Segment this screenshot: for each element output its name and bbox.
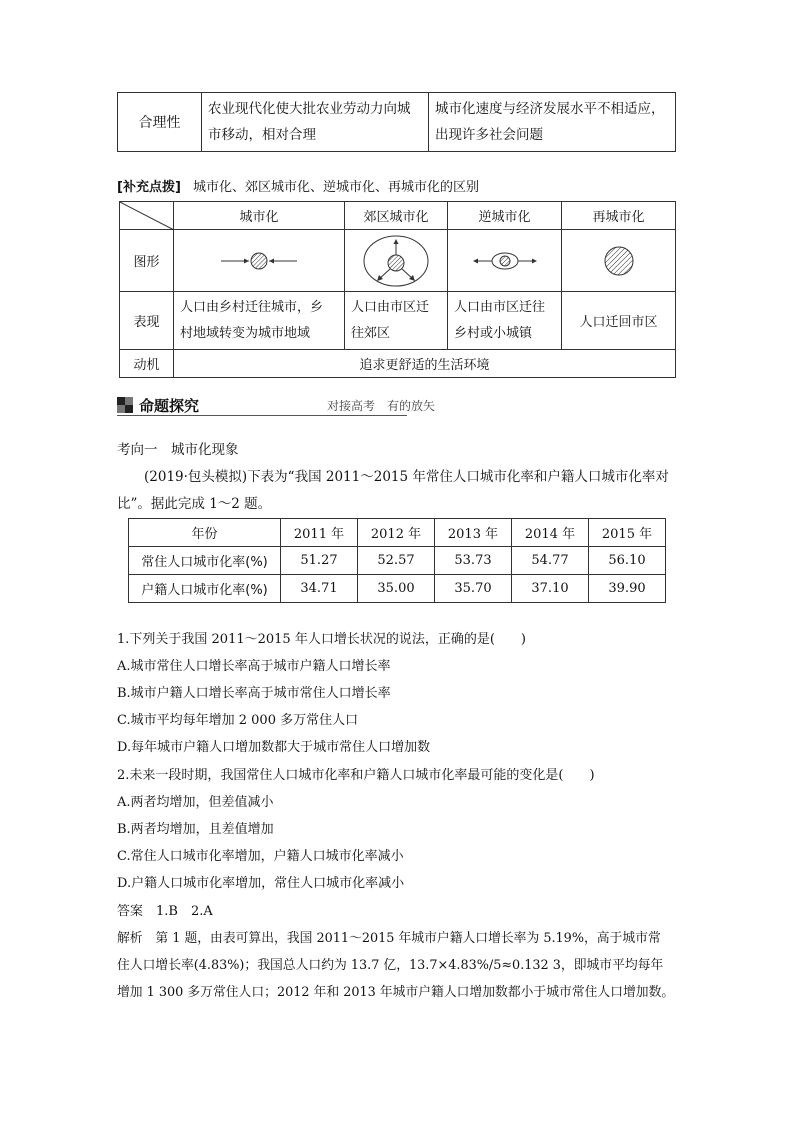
performance-counter-line2: 乡村或小城镇: [454, 325, 533, 341]
question-1-stem: 1.下列关于我国 2011～2015 年人口增长状况的说法，正确的是( ): [117, 632, 526, 647]
urbanization-compare-table: [119, 201, 676, 378]
question-1-option-b: B.城市户籍人口增长率高于城市常住人口增长率: [117, 686, 391, 701]
question-1-option-c: C.城市平均每年增加 2 000 多万常住人口: [117, 713, 359, 728]
analysis-line-3: 增加 1 300 多万常住人口；2012 年和 2013 年城市户籍人口增加数都小于城市常住人口增加数。: [117, 985, 675, 1000]
resident-rate-label: 常住人口城市化率(%): [129, 547, 281, 575]
registered-rate-2015: 39.90: [589, 575, 666, 603]
counter-urbanization-diagram: [470, 249, 540, 273]
question-2-option-c: C.常住人口城市化率增加，户籍人口城市化率减小: [117, 849, 404, 864]
year-2012: 2012 年: [358, 519, 435, 547]
header-reurbanization: 再城市化: [562, 202, 676, 230]
section-square-icon: [117, 397, 133, 413]
question-2-option-b: B.两者均增加，且差值增加: [117, 822, 274, 837]
section-underline: [117, 415, 407, 416]
year-2011: 2011 年: [281, 519, 358, 547]
question-2-option-d: D.户籍人口城市化率增加，常住人口城市化率减小: [117, 876, 405, 891]
question-1-option-a: A.城市常住人口增长率高于城市户籍人口增长率: [117, 659, 391, 674]
performance-urbanization-line1: 人口由乡村迁往城市，乡: [180, 299, 324, 315]
suburbanization-diagram: [361, 233, 431, 289]
header-urbanization: 城市化: [174, 202, 345, 230]
intro-line-2: 比”。据此完成 1～2 题。: [117, 496, 272, 512]
performance-urbanization: [174, 292, 345, 350]
header-suburbanization: 郊区城市化: [345, 202, 448, 230]
figure-reurbanization: [562, 230, 676, 292]
question-2-option-a: A.两者均增加，但差值减小: [117, 795, 274, 810]
registered-rate-2014: 37.10: [512, 575, 589, 603]
supplement-tag: [补充点拨]: [117, 180, 181, 195]
row-label-figure: 图形: [120, 230, 174, 292]
analysis-line-1: 解析 第 1 题，由表可算出，我国 2011～2015 年城市户籍人口增长率为 5.19%，高于城市常: [117, 931, 661, 946]
intro-line-1: (2019·包头模拟)下表为“我国 2011～2015 年常住人口城市化率和户籍人口城市化率对: [144, 469, 669, 485]
kaoxiang-heading: 考向一 城市化现象: [117, 442, 239, 458]
header-counter-urbanization: 逆城市化: [448, 202, 562, 230]
rationality-col2-line1: 农业现代化使大批农业劳动力向城: [208, 101, 411, 117]
table-row: [129, 547, 666, 575]
row-label-motive: 动机: [120, 350, 174, 378]
registered-rate-2013: 35.70: [435, 575, 512, 603]
registered-rate-2012: 35.00: [358, 575, 435, 603]
question-1-option-d: D.每年城市户籍人口增加数都大于城市常住人口增加数: [117, 740, 431, 755]
diagonal-line: [120, 202, 174, 230]
registered-rate-2011: 34.71: [281, 575, 358, 603]
rationality-col2-line2: 市移动，相对合理: [208, 127, 316, 143]
registered-rate-label: 户籍人口城市化率(%): [129, 575, 281, 603]
resident-rate-2013: 53.73: [435, 547, 512, 575]
motive-value: 追求更舒适的生活环境: [174, 350, 676, 378]
row-label-performance: 表现: [120, 292, 174, 350]
urbanization-diagram: [219, 249, 299, 273]
year-2015: 2015 年: [589, 519, 666, 547]
performance-suburbanization-line2: 往郊区: [351, 325, 391, 341]
answer-line: 答案 1.B 2.A: [117, 904, 213, 919]
table-row: [129, 575, 666, 603]
year-2014: 2014 年: [512, 519, 589, 547]
rationality-label: 合理性: [118, 93, 202, 152]
rationality-col3-line2: 出现许多社会问题: [435, 127, 543, 143]
analysis-line-2: 住人口增长率(4.83%)；我国总人口约为 13.7 亿，13.7×4.83%/5≈0.132 3，即城市平均每年: [117, 958, 664, 973]
resident-rate-2015: 56.10: [589, 547, 666, 575]
performance-suburbanization: [345, 292, 448, 350]
rationality-col3: [429, 93, 676, 152]
resident-rate-2012: 52.57: [358, 547, 435, 575]
section-header: [117, 395, 436, 417]
header-diagonal-cell: [120, 202, 174, 230]
section-title: 命题探究: [139, 397, 200, 415]
supplement-heading: [117, 176, 479, 195]
figure-counter-urbanization: [448, 230, 562, 292]
figure-suburbanization: [345, 230, 448, 292]
figure-urbanization: [174, 230, 345, 292]
performance-reurbanization: 人口迁回市区: [562, 292, 676, 350]
rationality-col2: [202, 93, 429, 152]
rationality-col3-line1: 城市化速度与经济发展水平不相适应，: [435, 101, 665, 117]
question-2-stem: 2.未来一段时期，我国常住人口城市化率和户籍人口城市化率最可能的变化是( ): [117, 768, 595, 783]
supplement-title: 城市化、郊区城市化、逆城市化、再城市化的区别: [193, 180, 480, 195]
urbanization-rate-table: [128, 518, 666, 603]
performance-urbanization-line2: 村地域转变为城市地域: [180, 325, 311, 341]
performance-suburbanization-line1: 人口由市区迁: [351, 299, 430, 315]
section-subtitle: 对接高考 有的放矢: [327, 399, 436, 413]
resident-rate-2014: 54.77: [512, 547, 589, 575]
performance-counter-urbanization: [448, 292, 562, 350]
resident-rate-2011: 51.27: [281, 547, 358, 575]
performance-counter-line1: 人口由市区迁往: [454, 299, 546, 315]
year-2013: 2013 年: [435, 519, 512, 547]
rationality-table: [117, 92, 676, 152]
reurbanization-diagram: [599, 244, 639, 278]
year-header-label: 年份: [129, 519, 281, 547]
